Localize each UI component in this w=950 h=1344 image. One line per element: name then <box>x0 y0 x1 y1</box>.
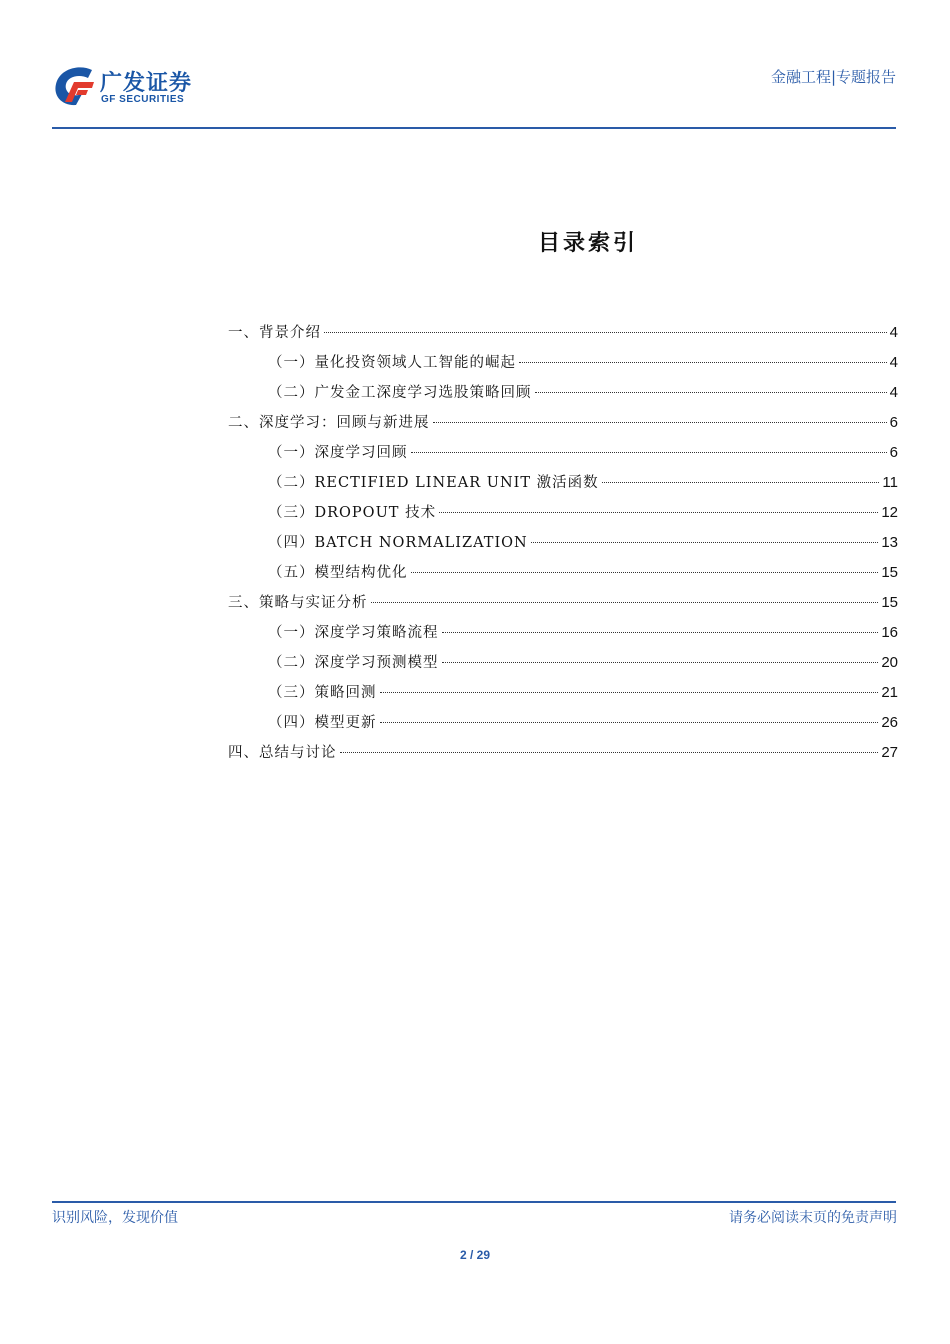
toc-entry-page: 15 <box>881 594 898 611</box>
toc-entry-page: 27 <box>881 744 898 761</box>
toc-dot-leader <box>442 662 879 663</box>
toc-entry[interactable] <box>228 588 898 618</box>
toc-dot-leader <box>531 542 879 543</box>
gf-logo-icon <box>52 64 96 108</box>
toc-entry-label: （四）BATCH NORMALIZATION <box>268 535 528 551</box>
toc-dot-leader <box>380 722 879 723</box>
toc-entry[interactable] <box>228 498 898 528</box>
toc-entry-page: 13 <box>881 534 898 551</box>
toc-entry-page: 20 <box>881 654 898 671</box>
toc-entry-label: （三）DROPOUT 技术 <box>268 505 437 521</box>
toc-entry-page: 4 <box>889 384 898 401</box>
toc-entry-label: （一）深度学习回顾 <box>268 445 408 461</box>
toc-dot-leader <box>380 692 879 693</box>
toc-entry-label: （二）RECTIFIED LINEAR UNIT 激活函数 <box>268 475 599 491</box>
toc-entry[interactable] <box>228 558 898 588</box>
brand-name-cn: 广发证券 <box>100 71 193 96</box>
toc-dot-leader <box>340 752 879 753</box>
toc-entry-label: （一）量化投资领域人工智能的崛起 <box>268 355 516 371</box>
toc-entry-page: 26 <box>881 714 898 731</box>
toc-entry-label: （二）深度学习预测模型 <box>268 655 439 671</box>
toc-dot-leader <box>439 512 878 513</box>
toc-dot-leader <box>411 572 879 573</box>
toc-entry-page: 4 <box>889 354 898 371</box>
page-header <box>0 0 950 130</box>
toc-dot-leader <box>324 332 887 333</box>
brand-name-en: GF SECURITIES <box>101 94 185 105</box>
toc-entry-label: （一）深度学习策略流程 <box>268 625 439 641</box>
toc-entry-label: （二）广发金工深度学习选股策略回顾 <box>268 385 532 401</box>
toc-entry[interactable] <box>228 378 898 408</box>
gf-securities-logo <box>52 64 212 108</box>
toc-entry[interactable] <box>228 708 898 738</box>
toc-entry[interactable] <box>228 618 898 648</box>
toc-title: 目录索引 <box>537 230 638 256</box>
toc-dot-leader <box>433 422 887 423</box>
toc-entry[interactable] <box>228 648 898 678</box>
toc-entry-page: 11 <box>882 474 898 491</box>
toc-entry[interactable] <box>228 348 898 378</box>
toc-entry-label: 一、背景介绍 <box>228 325 321 341</box>
toc-dot-leader <box>535 392 887 393</box>
toc-entry[interactable] <box>228 738 898 768</box>
toc-entry-page: 4 <box>889 324 898 341</box>
toc-dot-leader <box>442 632 879 633</box>
header-divider <box>52 127 896 129</box>
toc-entry-page: 6 <box>889 444 898 461</box>
toc-entry-label: 三、策略与实证分析 <box>228 595 368 611</box>
report-type-label: 金融工程|专题报告 <box>770 68 896 86</box>
footer-divider <box>52 1201 896 1203</box>
toc-entry[interactable] <box>228 318 898 348</box>
toc-entry-page: 16 <box>881 624 898 641</box>
toc-entry[interactable] <box>228 528 898 558</box>
toc-dot-leader <box>411 452 887 453</box>
toc-entry-label: （五）模型结构优化 <box>268 565 408 581</box>
toc-entry-page: 6 <box>889 414 898 431</box>
page-number: 2 / 29 <box>459 1248 491 1262</box>
toc-entry-label: （三）策略回测 <box>268 685 377 701</box>
toc-entry[interactable] <box>228 408 898 438</box>
toc-dot-leader <box>371 602 879 603</box>
toc-dot-leader <box>519 362 887 363</box>
toc-entry[interactable] <box>228 678 898 708</box>
toc-entry-page: 21 <box>881 684 898 701</box>
toc-entry[interactable] <box>228 438 898 468</box>
footer-slogan: 识别风险，发现价值 <box>52 1210 178 1226</box>
toc-entry-label: 二、深度学习：回顾与新进展 <box>228 415 430 431</box>
toc-entry-page: 12 <box>881 504 898 521</box>
toc-entry-label: 四、总结与讨论 <box>228 745 337 761</box>
toc-dot-leader <box>602 482 880 483</box>
footer-disclaimer: 请务必阅读末页的免责声明 <box>729 1210 897 1226</box>
toc-entry-page: 15 <box>881 564 898 581</box>
toc-entry-label: （四）模型更新 <box>268 715 377 731</box>
toc-entry[interactable] <box>228 468 898 498</box>
table-of-contents <box>228 318 898 768</box>
